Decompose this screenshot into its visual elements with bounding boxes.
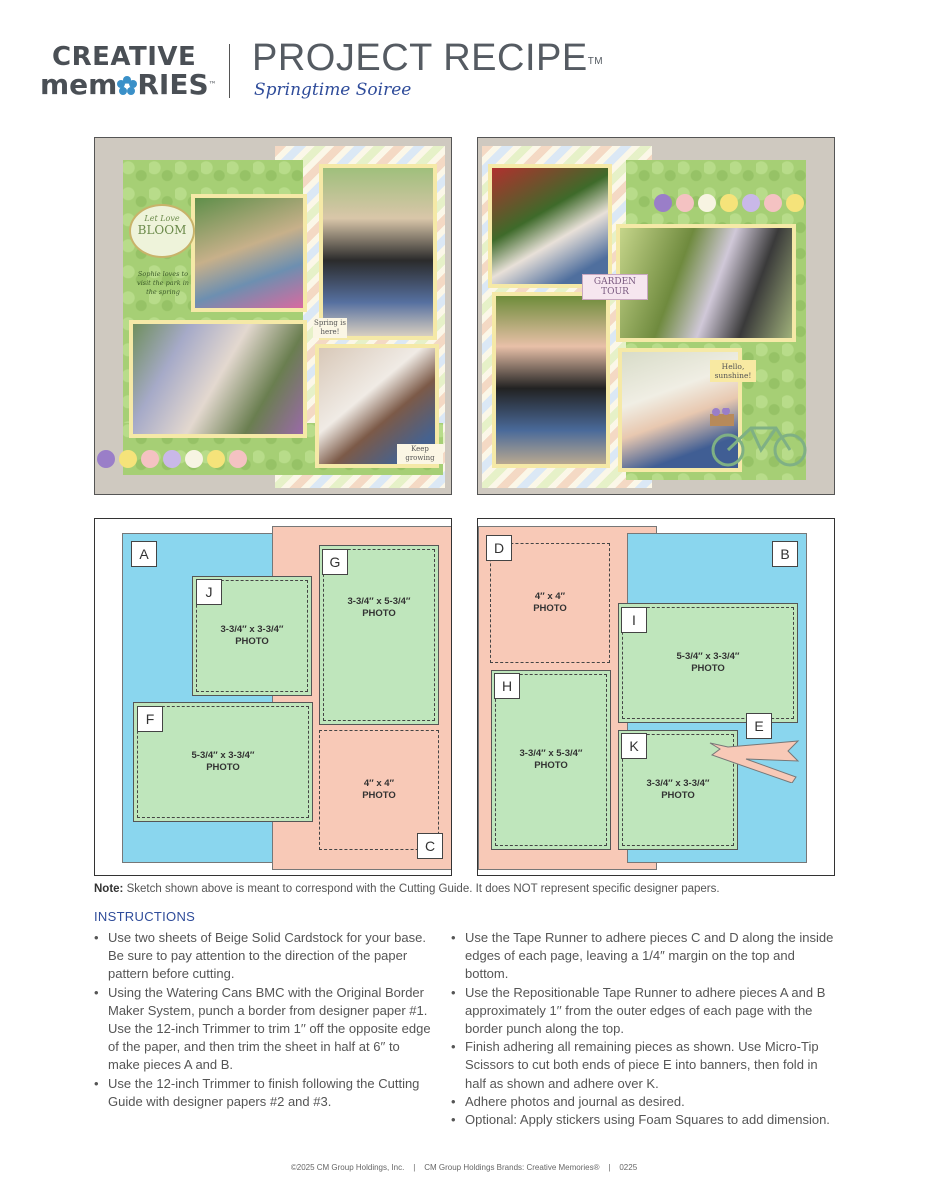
flower-icon: [97, 450, 115, 468]
photo-girl-wagon: [492, 168, 608, 284]
label-j: J: [196, 579, 222, 605]
label-a: A: [131, 541, 157, 567]
dim-f-size: 5-3/4″ x 3-3/4″: [191, 750, 255, 761]
piece-d-photo-area: [490, 543, 610, 663]
label-d: D: [486, 535, 512, 561]
dim-f: [134, 750, 312, 774]
dim-f-photo: PHOTO: [206, 762, 240, 773]
logo-memories-text: [40, 70, 217, 100]
instruction-item: • Optional: Apply stickers using Foam Squares to add dimension.: [451, 1111, 836, 1129]
flower-icon: [676, 194, 694, 212]
logo-mem: mem: [40, 68, 118, 101]
flower-icon: [229, 450, 247, 468]
photo-father-daughter: [323, 168, 433, 336]
flower-icon: [117, 72, 137, 92]
label-c: C: [417, 833, 443, 859]
note-label: Note:: [94, 883, 124, 895]
instructions-right-column: [451, 929, 836, 1129]
dim-c-size: 4″ x 4″: [363, 778, 395, 789]
dim-c: [320, 778, 438, 802]
bloom-line2: BLOOM: [137, 223, 187, 237]
logo-creative-text: CREATIVE: [52, 42, 197, 72]
piece-c-photo-area: [319, 730, 439, 850]
title-trademark: TM: [587, 56, 604, 67]
garden-tour-sticker: GARDEN TOUR: [582, 274, 648, 300]
flower-icon: [764, 194, 782, 212]
label-f: F: [137, 706, 163, 732]
flower-border: [97, 448, 247, 470]
flower-icon: [119, 450, 137, 468]
label-h: H: [494, 673, 520, 699]
logo-tm: ™: [208, 80, 217, 89]
sketch-right-page: [477, 518, 835, 876]
instructions-heading: INSTRUCTIONS: [94, 909, 196, 924]
photo-mother-daughter: [133, 324, 303, 434]
instruction-item: • Finish adhering all remaining pieces as shown. Use Micro-Tip Scissors to cut both ends of piece E into banners, then fold in half as shown and adhere over K.: [451, 1038, 836, 1093]
label-k: K: [621, 733, 647, 759]
label-i: I: [621, 607, 647, 633]
dim-d-size: 4″ x 4″: [534, 591, 566, 602]
flower-icon: [742, 194, 760, 212]
instruction-item: • Use the Repositionable Tape Runner to adhere pieces A and B approximately 1′′ from the outer edges of each page with the border punch along the top.: [451, 984, 836, 1039]
instruction-item: • Use two sheets of Beige Solid Cardstock for your base. Be sure to pay attention to the direction of the paper pattern before cutting.: [94, 929, 434, 984]
dim-k-size: 3-3/4″ x 3-3/4″: [646, 778, 710, 789]
dim-i: [619, 651, 797, 675]
dim-h-photo: PHOTO: [534, 760, 568, 771]
label-b: B: [772, 541, 798, 567]
layout-photo-left: [94, 137, 452, 495]
keep-growing-tag: Keep growing: [397, 444, 443, 464]
hello-sunshine-tag: Hello, sunshine!: [710, 360, 756, 382]
instruction-item: • Use the Tape Runner to adhere pieces C and D along the inside edges of each page, leaving a 1/4″ margin on the top and bottom.: [451, 929, 836, 984]
photo-father-daughter-trees: [496, 296, 606, 464]
dim-d: [491, 591, 609, 615]
label-e: E: [746, 713, 772, 739]
dim-h: [492, 748, 610, 772]
flower-icon: [786, 194, 804, 212]
project-subtitle: Springtime Soiree: [254, 80, 412, 100]
flower-icon: [141, 450, 159, 468]
label-g: G: [322, 549, 348, 575]
page-title-text: PROJECT RECIPE: [252, 37, 588, 79]
dim-j-photo: PHOTO: [235, 636, 269, 647]
flower-icon: [720, 194, 738, 212]
sketch-note: [94, 883, 720, 895]
bloom-line1: Let Love: [144, 214, 180, 223]
dim-d-photo: PHOTO: [533, 603, 567, 614]
instruction-item: • Use the 12-inch Trimmer to finish following the Cutting Guide with designer papers #2 and #3.: [94, 1075, 434, 1111]
dim-g: [320, 596, 438, 620]
spring-is-here-tag: Spring is here!: [314, 319, 346, 336]
instruction-item: • Adhere photos and journal as desired.: [451, 1093, 836, 1111]
instructions-left-column: [94, 929, 434, 1111]
dim-g-photo: PHOTO: [362, 608, 396, 619]
instruction-item: • Using the Watering Cans BMC with the Original Border Maker System, punch a border from designer paper #1. Use the 12-inch Trimmer to trim 1′′ off the opposite edge of the paper, and then trim the sheet in half at 6′′ to make pieces A and B.: [94, 984, 434, 1075]
page-title: [252, 36, 603, 80]
journaling-text: Sophie loves to visit the park in the spring: [137, 270, 189, 296]
photo-girl-flower: [195, 198, 303, 308]
dim-g-size: 3-3/4″ x 5-3/4″: [347, 596, 411, 607]
dim-c-photo: PHOTO: [362, 790, 396, 801]
dim-k-photo: PHOTO: [661, 790, 695, 801]
flower-border: [654, 192, 804, 214]
header-divider: [229, 44, 230, 98]
footer-copyright: ©2025 CM Group Holdings, Inc. | CM Group Holdings Brands: Creative Memories® | 0225: [290, 1163, 638, 1172]
dim-i-photo: PHOTO: [691, 663, 725, 674]
layout-photo-right: [477, 137, 835, 495]
dim-i-size: 5-3/4″ x 3-3/4″: [676, 651, 740, 662]
flower-icon: [698, 194, 716, 212]
flower-icon: [207, 450, 225, 468]
flower-icon: [654, 194, 672, 212]
sketch-left-page: [94, 518, 452, 876]
dim-j-size: 3-3/4″ x 3-3/4″: [220, 624, 284, 635]
note-text: Sketch shown above is meant to correspond with the Cutting Guide. It does NOT represent specific designer papers.: [123, 883, 720, 895]
flower-icon: [185, 450, 203, 468]
let-love-bloom-sticker: [129, 204, 195, 258]
bicycle-sticker: [706, 408, 816, 468]
dim-j: [193, 624, 311, 648]
flower-icon: [163, 450, 181, 468]
logo-ries: RIES: [137, 68, 209, 101]
dim-h-size: 3-3/4″ x 5-3/4″: [519, 748, 583, 759]
